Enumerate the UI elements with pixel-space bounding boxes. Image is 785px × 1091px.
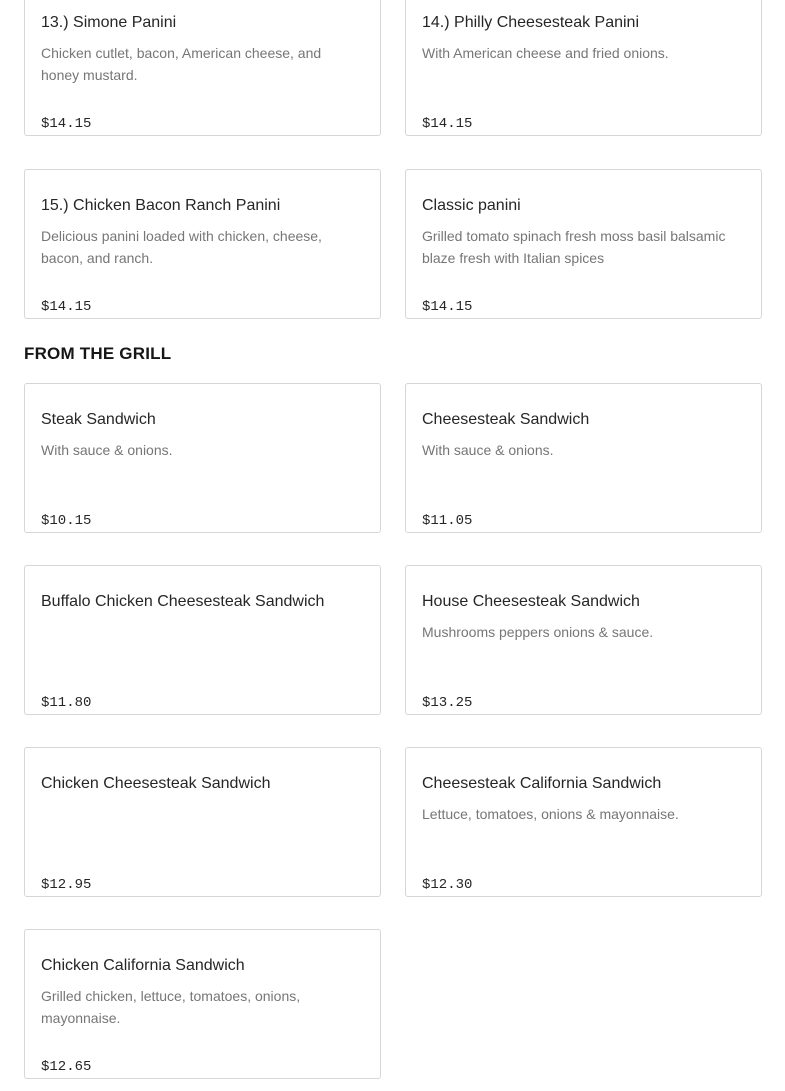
menu-item-card[interactable] <box>405 0 762 136</box>
menu-item-description: Chicken cutlet, bacon, American cheese, and honey mustard. <box>41 45 322 83</box>
menu-item-price: $12.95 <box>41 877 92 893</box>
menu-item-description: Delicious panini loaded with chicken, cheese, bacon, and ranch. <box>41 228 322 266</box>
menu-item-card[interactable] <box>405 565 762 715</box>
menu-item-name: Classic panini <box>422 197 521 214</box>
menu-item-name: Cheesesteak Sandwich <box>422 411 590 428</box>
menu-item-description: With sauce & onions. <box>41 442 173 458</box>
menu-item-price: $12.65 <box>41 1059 92 1075</box>
menu-item-card[interactable] <box>24 929 381 1079</box>
menu-item-price: $13.25 <box>422 695 473 711</box>
menu-item-name: 13.) Simone Panini <box>41 14 177 31</box>
menu-item-card[interactable] <box>24 0 381 136</box>
menu-item-name: Steak Sandwich <box>41 411 156 428</box>
menu-item-price: $14.15 <box>422 299 473 315</box>
menu-item-price: $14.15 <box>41 299 92 315</box>
menu-item-price: $14.15 <box>422 116 473 132</box>
menu-item-card[interactable] <box>24 169 381 319</box>
section-heading: FROM THE GRILL <box>24 344 172 363</box>
menu-item-name: 15.) Chicken Bacon Ranch Panini <box>41 197 281 214</box>
menu-item-description: With American cheese and fried onions. <box>422 45 669 61</box>
menu-item-name: Chicken Cheesesteak Sandwich <box>41 775 271 792</box>
menu-item-price: $11.05 <box>422 513 473 529</box>
menu-item-description: Grilled chicken, lettuce, tomatoes, onions, mayonnaise. <box>41 988 301 1026</box>
menu-item-name: Buffalo Chicken Cheesesteak Sandwich <box>41 593 325 610</box>
menu-item-card[interactable] <box>405 747 762 897</box>
menu-item-description: With sauce & onions. <box>422 442 554 458</box>
menu-item-card[interactable] <box>24 565 381 715</box>
menu-item-price: $10.15 <box>41 513 92 529</box>
menu-item-price: $14.15 <box>41 116 92 132</box>
menu-item-description: Mushrooms peppers onions & sauce. <box>422 624 654 640</box>
menu-item-description: Lettuce, tomatoes, onions & mayonnaise. <box>422 806 679 822</box>
menu-item-name: Cheesesteak California Sandwich <box>422 775 662 792</box>
menu-item-card[interactable] <box>405 383 762 533</box>
menu-item-card[interactable] <box>24 747 381 897</box>
menu-item-card[interactable] <box>405 169 762 319</box>
menu-item-card[interactable] <box>24 383 381 533</box>
menu-item-name: House Cheesesteak Sandwich <box>422 593 640 610</box>
menu-item-name: Chicken California Sandwich <box>41 957 245 974</box>
menu-item-description: Grilled tomato spinach fresh moss basil balsamic blaze fresh with Italian spices <box>422 228 726 266</box>
menu-item-price: $11.80 <box>41 695 92 711</box>
menu-item-price: $12.30 <box>422 877 473 893</box>
menu-item-name: 14.) Philly Cheesesteak Panini <box>422 14 640 31</box>
